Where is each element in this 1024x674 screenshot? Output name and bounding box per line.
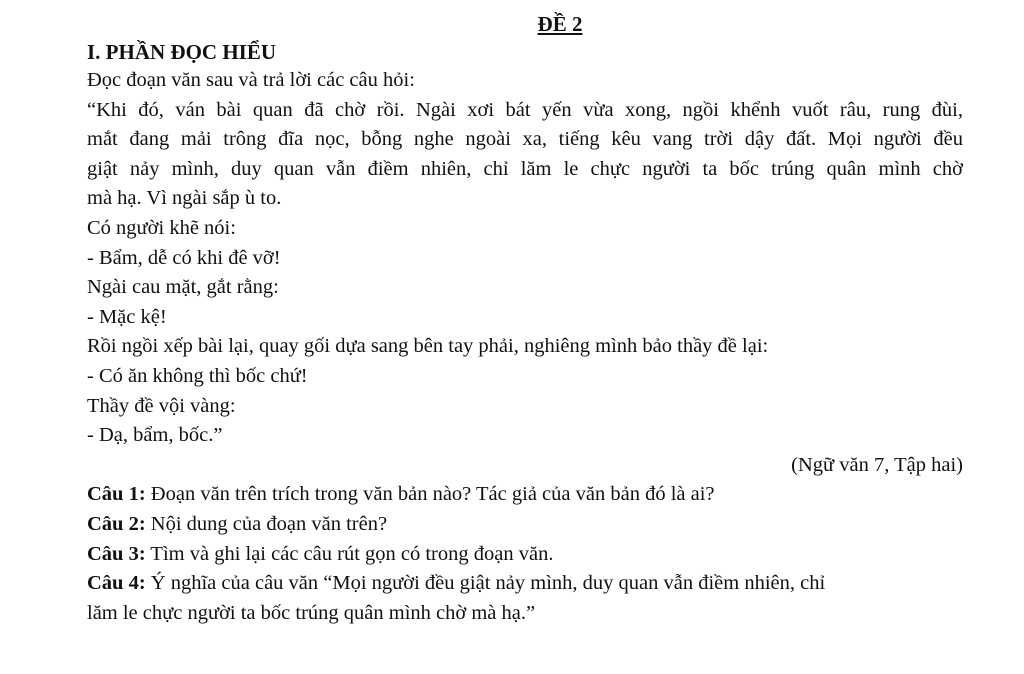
passage-line: mắt đang mải trông đĩa nọc, bỗng nghe ngoài xa, tiếng kêu vang trời dậy đất. Mọi người đều (87, 128, 963, 151)
question-item (87, 510, 963, 540)
question-label: Câu 3: (87, 542, 146, 565)
question-text: Đoạn văn trên trích trong văn bản nào? Tác giả của văn bản đó là ai? (145, 483, 715, 506)
question-item (87, 569, 963, 599)
question-text: Nội dung của đoạn văn trên? (145, 512, 388, 535)
question-label: Câu 4: (87, 572, 146, 595)
dialogue-line: - Bẩm, dễ có khi đê vỡ! (87, 246, 281, 269)
dialogue-line: Rồi ngồi xếp bài lại, quay gối dựa sang bên tay phải, nghiêng mình bảo thầy đề lại: (87, 335, 769, 358)
question-continuation: lăm le chực người ta bốc trúng quân mình chờ mà hạ.” (87, 601, 536, 624)
dialogue-line: Ngài cau mặt, gắt rằng: (87, 276, 279, 299)
dialogue-line: - Mặc kệ! (87, 305, 167, 328)
question-list (87, 480, 963, 628)
dialogue-line: - Dạ, bẩm, bốc.” (87, 424, 223, 447)
question-item (87, 540, 963, 570)
passage-line: giật nảy mình, duy quan vẫn điềm nhiên, chỉ lăm le chực người ta bốc trúng quân mình chờ (87, 157, 963, 180)
question-text: Ý nghĩa của câu văn “Mọi người đều giật nảy mình, duy quan vẫn điềm nhiên, chỉ (145, 572, 826, 595)
question-label: Câu 1: (87, 483, 146, 506)
question-text: Tìm và ghi lại các câu rút gọn có trong đoạn văn. (145, 542, 554, 565)
passage-source: (Ngữ văn 7, Tập hai) (791, 453, 963, 476)
instruction-text: Đọc đoạn văn sau và trả lời các câu hỏi: (87, 69, 415, 91)
dialogue-line: Có người khẽ nói: (87, 216, 236, 239)
question-label: Câu 2: (87, 512, 146, 535)
dialogue-line: - Có ăn không thì bốc chứ! (87, 364, 308, 387)
question-item (87, 480, 963, 510)
passage-line: mà hạ. Vì ngài sắp ù to. (87, 187, 282, 210)
passage (87, 96, 963, 451)
exam-title: ĐỀ 2 (537, 12, 583, 36)
section-heading: I. PHẦN ĐỌC HIỂU (87, 40, 277, 64)
passage-line: “Khi đó, ván bài quan đã chờ rồi. Ngài xơi bát yến vừa xong, ngồi khểnh vuốt râu, rung đùi, (87, 98, 963, 121)
dialogue-line: Thầy đề vội vàng: (87, 394, 236, 417)
exam-page (87, 10, 963, 628)
